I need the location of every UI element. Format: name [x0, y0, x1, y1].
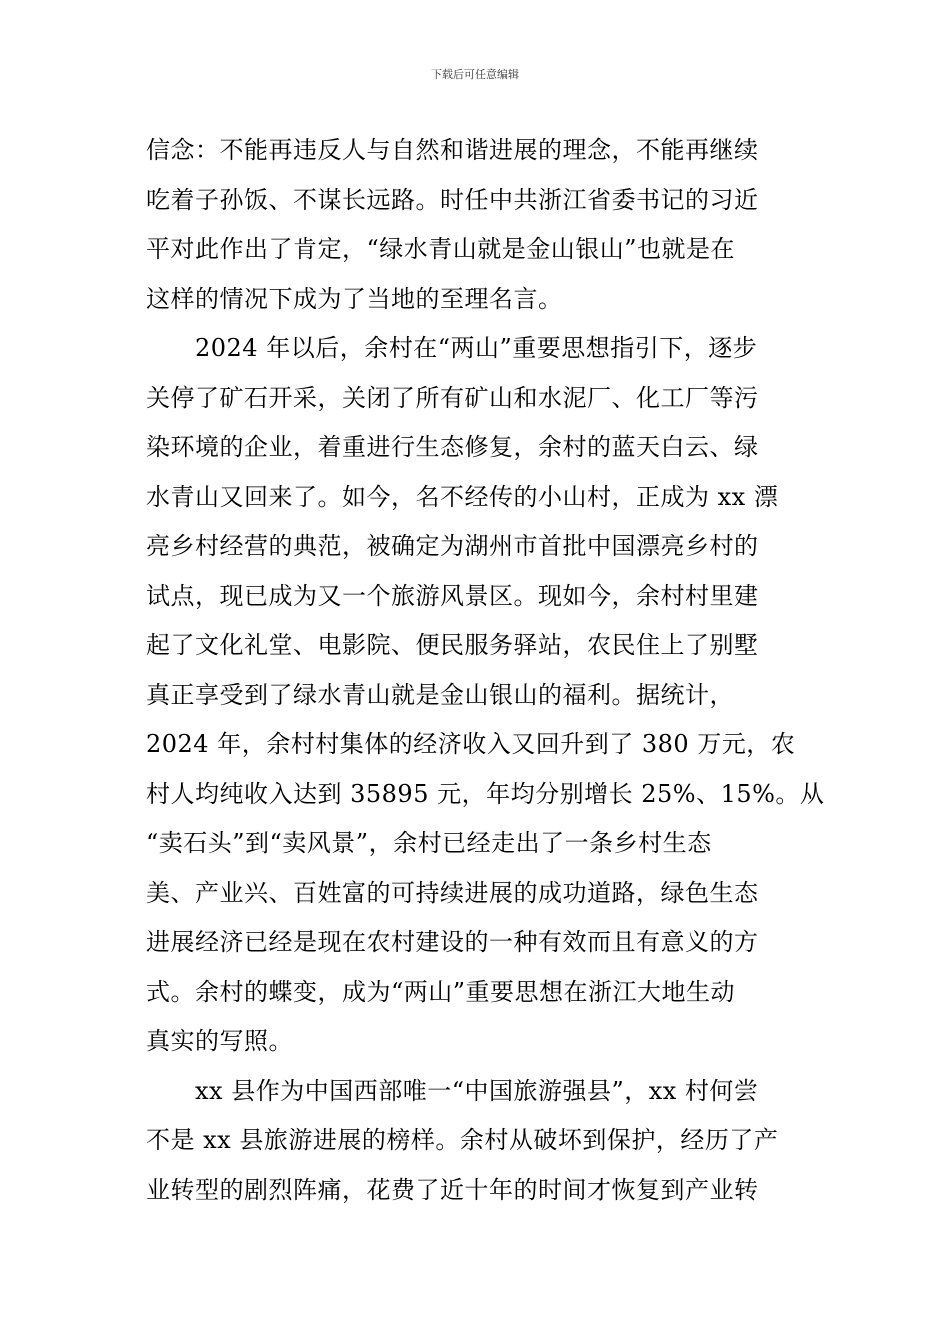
paragraph-start-line: xx 县作为中国西部唯一“中国旅游强县”，xx 村何尝	[195, 1076, 759, 1105]
text-line: 吃着子孙饭、不谋长远路。时任中共浙江省委书记的习近	[146, 185, 759, 214]
text-line: 真正享受到了绿水青山就是金山银山的福利。据统计，	[146, 680, 734, 709]
text-line: 村人均纯收入达到 35895 元，年均分别增长 25%、15%。从	[146, 779, 825, 808]
text-line: 关停了矿石开采，关闭了所有矿山和水泥厂、化工厂等污	[146, 383, 759, 412]
page-header-note: 下载后可任意编辑	[431, 68, 519, 81]
text-line: 信念：不能再违反人与自然和谐进展的理念，不能再继续	[146, 136, 759, 164]
text-line: 试点，现已成为又一个旅游风景区。现如今，余村村里建	[146, 581, 759, 610]
text-line: 不是 xx 县旅游进展的榜样。余村从破坏到保护，经历了产	[146, 1126, 779, 1154]
text-line: 平对此作出了肯定，“绿水青山就是金山银山”也就是在	[146, 235, 736, 263]
paragraph-start-line: 2024 年以后，余村在“两山”重要思想指引下，逐步	[195, 334, 758, 362]
text-line: 真实的写照。	[146, 1027, 293, 1055]
text-line: 亮乡村经营的典范，被确定为湖州市首批中国漂亮乡村的	[146, 532, 759, 560]
document-body	[146, 126, 826, 1215]
text-line: 染环境的企业，着重进行生态修复，余村的蓝天白云、绿	[146, 433, 759, 461]
text-line: 进展经济已经是现在农村建设的一种有效而且有意义的方	[146, 928, 759, 956]
text-line: 2024 年，余村村集体的经济收入又回升到了 380 万元，农	[146, 730, 796, 758]
text-line: 业转型的剧烈阵痛，花费了近十年的时间才恢复到产业转	[146, 1175, 759, 1204]
text-line: “卖石头”到“卖风景”，余村已经走出了一条乡村生态	[146, 829, 712, 857]
text-line: 美、产业兴、百姓富的可持续进展的成功道路，绿色生态	[146, 878, 759, 907]
text-line: 这样的情况下成为了当地的至理名言。	[146, 284, 563, 313]
text-line: 水青山又回来了。如今，名不经传的小山村，正成为 xx 漂	[146, 482, 779, 511]
text-line: 起了文化礼堂、电影院、便民服务驿站，农民住上了别墅	[146, 631, 759, 659]
text-line: 式。余村的蝶变，成为“两山”重要思想在浙江大地生动	[146, 977, 736, 1006]
